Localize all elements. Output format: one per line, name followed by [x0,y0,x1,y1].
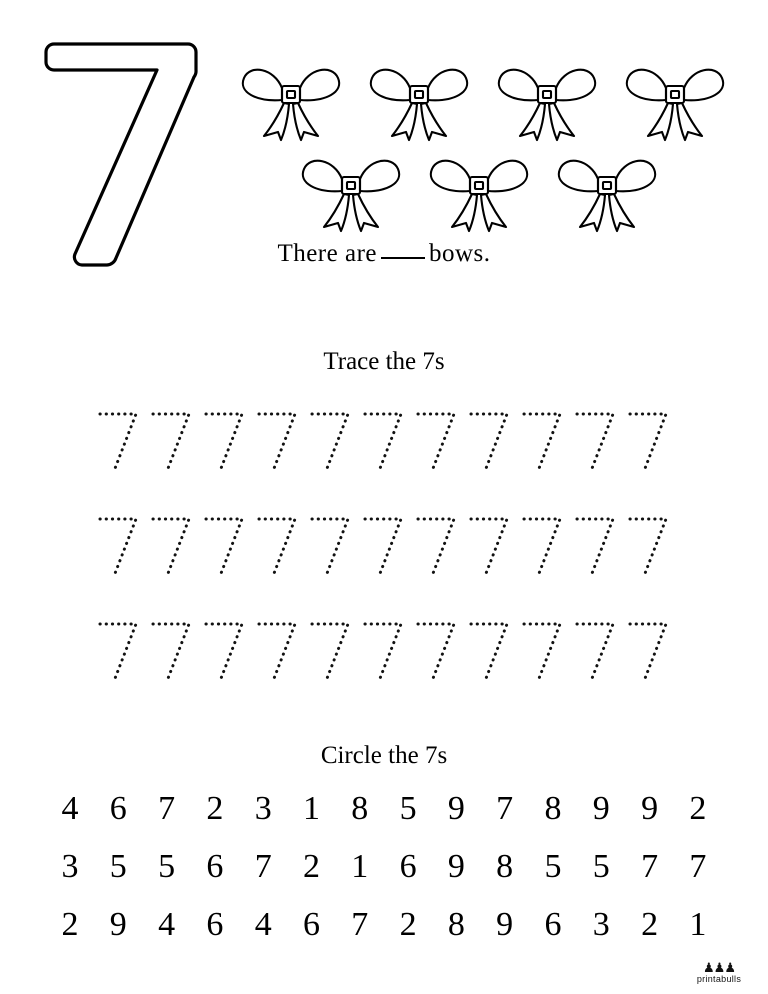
digit-cell[interactable]: 4 [158,906,176,943]
dotted-seven[interactable] [467,510,513,582]
digit-cell[interactable]: 4 [254,906,272,943]
dotted-seven[interactable] [361,510,407,582]
digit-cell[interactable]: 5 [592,848,610,885]
dotted-seven[interactable] [308,405,354,477]
dotted-seven[interactable] [202,615,248,687]
dotted-seven[interactable] [467,615,513,687]
digit-cell[interactable]: 7 [254,848,272,885]
digit-cell[interactable]: 1 [689,906,707,943]
digit-cell[interactable]: 6 [206,848,224,885]
dotted-seven[interactable] [255,615,301,687]
bow-icon [424,149,534,234]
digit-cell[interactable]: 5 [544,848,562,885]
digit-cell[interactable]: 9 [109,906,127,943]
digit-cell[interactable]: 9 [592,790,610,827]
digit-cell[interactable]: 3 [592,906,610,943]
digit-cell[interactable]: 8 [496,848,514,885]
digit-cell[interactable]: 9 [496,906,514,943]
digit-cell[interactable]: 7 [641,848,659,885]
bow-icon [296,149,406,234]
digit-cell[interactable]: 6 [109,790,127,827]
digit-row [48,896,720,954]
dotted-seven[interactable] [255,510,301,582]
bow-icon [236,58,346,143]
digit-cell[interactable]: 5 [158,848,176,885]
digit-cell[interactable]: 9 [447,790,465,827]
digit-cell[interactable]: 6 [399,848,417,885]
dotted-seven[interactable] [414,405,460,477]
dotted-seven[interactable] [573,510,619,582]
digit-cell[interactable]: 6 [206,906,224,943]
dotted-seven[interactable] [96,510,142,582]
digit-cell[interactable]: 2 [206,790,224,827]
bow-icon [492,58,602,143]
dotted-seven[interactable] [573,405,619,477]
digit-cell[interactable]: 7 [689,848,707,885]
digit-cell[interactable]: 7 [158,790,176,827]
digit-cell[interactable]: 2 [399,906,417,943]
dotted-seven[interactable] [626,615,672,687]
digit-cell[interactable]: 3 [61,848,79,885]
dotted-seven[interactable] [467,405,513,477]
dotted-seven[interactable] [520,615,566,687]
dotted-seven[interactable] [255,405,301,477]
dotted-seven[interactable] [149,615,195,687]
dotted-seven[interactable] [308,615,354,687]
digit-cell[interactable]: 5 [399,790,417,827]
bull-heads-icon: ♟♟♟ [703,960,735,975]
dotted-seven[interactable] [573,615,619,687]
digit-cell[interactable]: 6 [302,906,320,943]
bow-row [228,149,738,234]
dotted-seven[interactable] [202,510,248,582]
bow-icon [620,58,730,143]
bow-icon [552,149,662,234]
dotted-seven[interactable] [520,405,566,477]
digit-cell[interactable]: 9 [447,848,465,885]
digit-cell[interactable]: 3 [254,790,272,827]
dotted-seven[interactable] [626,510,672,582]
digit-cell[interactable]: 1 [351,848,369,885]
digit-cell[interactable]: 4 [61,790,79,827]
circle-section-title: Circle the 7s [320,742,448,769]
trace-section-title: Trace the 7s [323,348,445,375]
digit-cell[interactable]: 6 [544,906,562,943]
digit-cell[interactable]: 2 [641,906,659,943]
digit-cell[interactable]: 7 [351,906,369,943]
dotted-seven[interactable] [626,405,672,477]
digit-cell[interactable]: 8 [544,790,562,827]
dotted-seven[interactable] [520,510,566,582]
dotted-seven[interactable] [96,615,142,687]
trace-rows [0,388,768,703]
digit-cell[interactable]: 2 [689,790,707,827]
digit-cell[interactable]: 2 [302,848,320,885]
trace-row [0,598,768,703]
digit-cell[interactable]: 5 [109,848,127,885]
dotted-seven[interactable] [202,405,248,477]
digit-cell[interactable]: 8 [447,906,465,943]
trace-row [0,388,768,493]
dotted-seven[interactable] [149,510,195,582]
dotted-seven[interactable] [149,405,195,477]
digit-row [48,780,720,838]
digit-cell[interactable]: 2 [61,906,79,943]
digit-cell[interactable]: 8 [351,790,369,827]
bow-collection [228,58,738,258]
digit-cell[interactable]: 1 [302,790,320,827]
count-sentence-suffix: bows. [429,240,491,267]
count-sentence-prefix: There are [277,240,377,267]
digit-cell[interactable]: 9 [641,790,659,827]
dotted-seven[interactable] [414,615,460,687]
dotted-seven[interactable] [96,405,142,477]
brand-name: printabulls [696,974,742,984]
digit-grid [48,780,720,954]
dotted-seven[interactable] [361,615,407,687]
answer-blank[interactable] [381,240,425,259]
digit-cell[interactable]: 7 [496,790,514,827]
dotted-seven[interactable] [414,510,460,582]
digit-row [48,838,720,896]
trace-row [0,493,768,598]
dotted-seven[interactable] [361,405,407,477]
dotted-seven[interactable] [308,510,354,582]
count-sentence [0,240,768,268]
bow-row [228,58,738,143]
bow-icon [364,58,474,143]
footer-logo [684,960,754,984]
